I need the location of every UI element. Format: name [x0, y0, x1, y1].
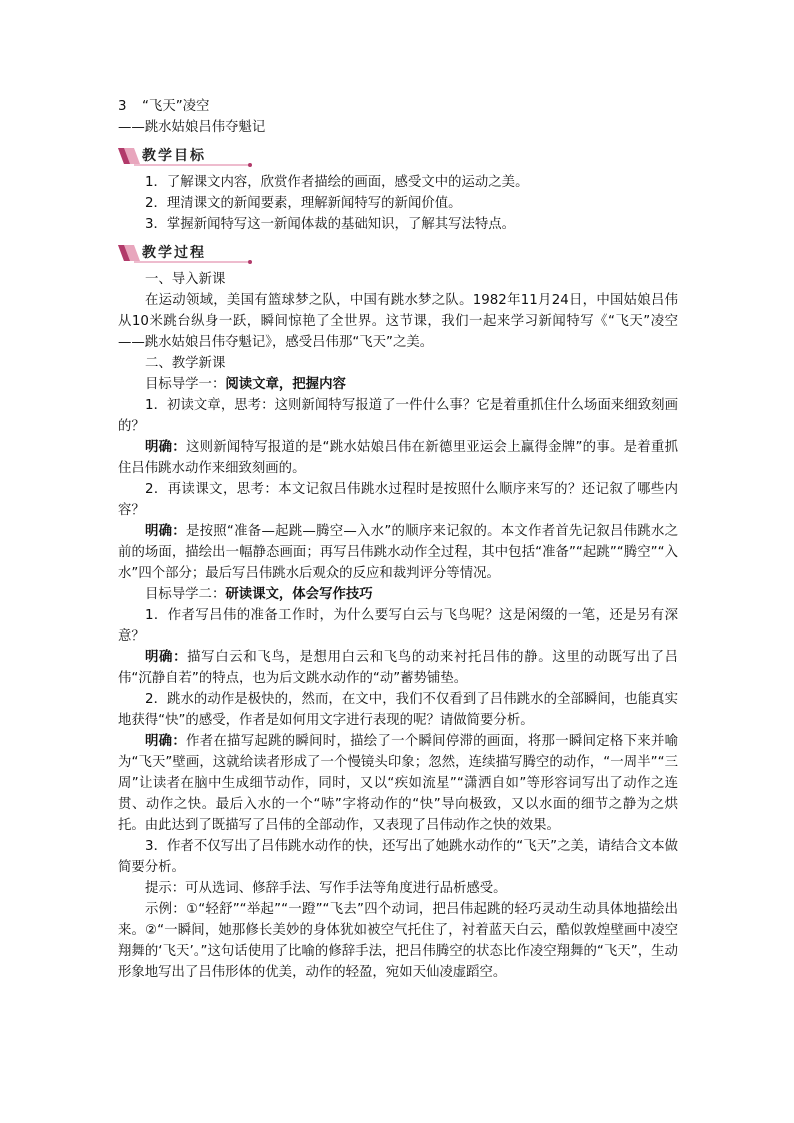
objectives-heading: 教学目标 [142, 148, 206, 164]
objective-item: 2．理清课文的新闻要素，理解新闻特写的新闻价值。 [145, 196, 462, 211]
section-heading: 二、教学新课 [145, 356, 226, 371]
answer [118, 647, 678, 689]
answer-text: 作者在描写起跳的瞬间时，描绘了一个瞬间停滞的画面，将那一瞬间定格下来并喻为“飞天”壁画，这就给读者形成了一个慢镜头印象；忽然，连续描写腾空的动作，“一周半”“三周”让读者在脑中生成细节动作，同时，又以“疾如流星”“潇洒自如”等形容词写出了动作之连贯、动作之快。最后入水的一个“哧”字将动作的“快”导向极致，又以水面的细节之静为之烘托。由此达到了既描写了吕伟的全部动作，又表现了吕伟动作之快的效果。 [118, 734, 679, 833]
lesson-number: 3 [118, 99, 127, 114]
example-label: 示例： [145, 902, 186, 917]
question: 1．初读文章，思考：这则新闻特写报道了一件什么事？它是着重抓住什么场面来细致刻画的？ [118, 398, 678, 434]
hint-text: 可从选词、修辞手法、写作手法等角度进行品析感受。 [185, 881, 507, 896]
objectives-banner [118, 144, 254, 168]
guide-label: 目标导学二： [145, 587, 226, 602]
guide-title: 研读课文，体会写作技巧 [225, 587, 373, 602]
process-banner [118, 241, 254, 265]
process-heading: 教学过程 [142, 245, 206, 261]
objective-item: 1．了解课文内容，欣赏作者描绘的画面，感受文中的运动之美。 [145, 175, 529, 190]
answer-label: 明确： [145, 440, 186, 455]
answer-text: 是按照“准备—起跳—腾空—入水”的顺序来记叙的。本文作者首先记叙吕伟跳水之前的场面，描绘出一幅静态画面；再写吕伟跳水动作全过程，其中包括“准备”“起跳”“腾空”“入水”四个部分；最后写吕伟跳水后观众的反应和裁判评分等情况。 [118, 524, 679, 581]
section-heading: 一、导入新课 [145, 272, 226, 287]
answer-label: 明确： [145, 524, 186, 539]
answer [118, 521, 678, 584]
answer [118, 437, 678, 479]
answer-label: 明确： [145, 650, 188, 665]
lesson-content [118, 96, 678, 983]
guide-heading [118, 374, 678, 395]
guide-heading [118, 584, 678, 605]
answer-text: 这则新闻特写报道的是“跳水姑娘吕伟在新德里亚运会上赢得金牌”的事。是着重抓住吕伟跳水动作来细致刻画的。 [118, 440, 679, 476]
question: 2．再读课文，思考：本文记叙吕伟跳水过程时是按照什么顺序来写的？还记叙了哪些内容？ [118, 482, 678, 518]
lesson-title [118, 96, 678, 117]
example [118, 899, 678, 983]
question: 3．作者不仅写出了吕伟跳水动作的快，还写出了她跳水动作的“飞天”之美，请结合文本做简要分析。 [118, 839, 678, 875]
paragraph: 在运动领域，美国有篮球梦之队，中国有跳水梦之队。1982年11月24日，中国姑娘吕伟从10米跳台纵身一跃，瞬间惊艳了全世界。这节课，我们一起来学习新闻特写《“飞天”凌空——跳水姑娘吕伟夺魁记》，感受吕伟那“飞天”之美。 [118, 293, 678, 350]
lesson-subtitle: ——跳水姑娘吕伟夺魁记 [118, 120, 266, 135]
answer-label: 明确： [145, 734, 187, 749]
guide-title: 阅读文章，把握内容 [225, 377, 346, 392]
hint-label: 提示： [145, 881, 186, 896]
hint [118, 878, 678, 899]
answer [118, 731, 678, 836]
question: 2．跳水的动作是极快的，然而，在文中，我们不仅看到了吕伟跳水的全部瞬间，也能真实地获得“快”的感受，作者是如何用文字进行表现的呢？请做简要分析。 [118, 692, 678, 728]
guide-label: 目标导学一： [145, 377, 226, 392]
example-text: ①“轻舒”“举起”“一蹬”“飞去”四个动词，把吕伟起跳的轻巧灵动生动具体地描绘出来。②“一瞬间，她那修长美妙的身体犹如被空气托住了，衬着蓝天白云，酷似敦煌壁画中凌空翔舞的‘飞天’。”这句话使用了比喻的修辞手法，把吕伟腾空的状态比作凌空翔舞的“飞天”，生动形象地写出了吕伟形体的优美，动作的轻盈，宛如天仙凌虚蹈空。 [118, 902, 678, 980]
lesson-title-text: “飞天”凌空 [142, 99, 210, 114]
objective-item: 3．掌握新闻特写这一新闻体裁的基础知识，了解其写法特点。 [145, 217, 516, 232]
answer-text: 描写白云和飞鸟，是想用白云和飞鸟的动来衬托吕伟的静。这里的动既写出了吕伟“沉静自若”的特点，也为后文跳水动作的“动”蓄势铺垫。 [118, 650, 679, 686]
question: 1．作者写吕伟的准备工作时，为什么要写白云与飞鸟呢？这是闲缀的一笔，还是另有深意？ [118, 608, 678, 644]
